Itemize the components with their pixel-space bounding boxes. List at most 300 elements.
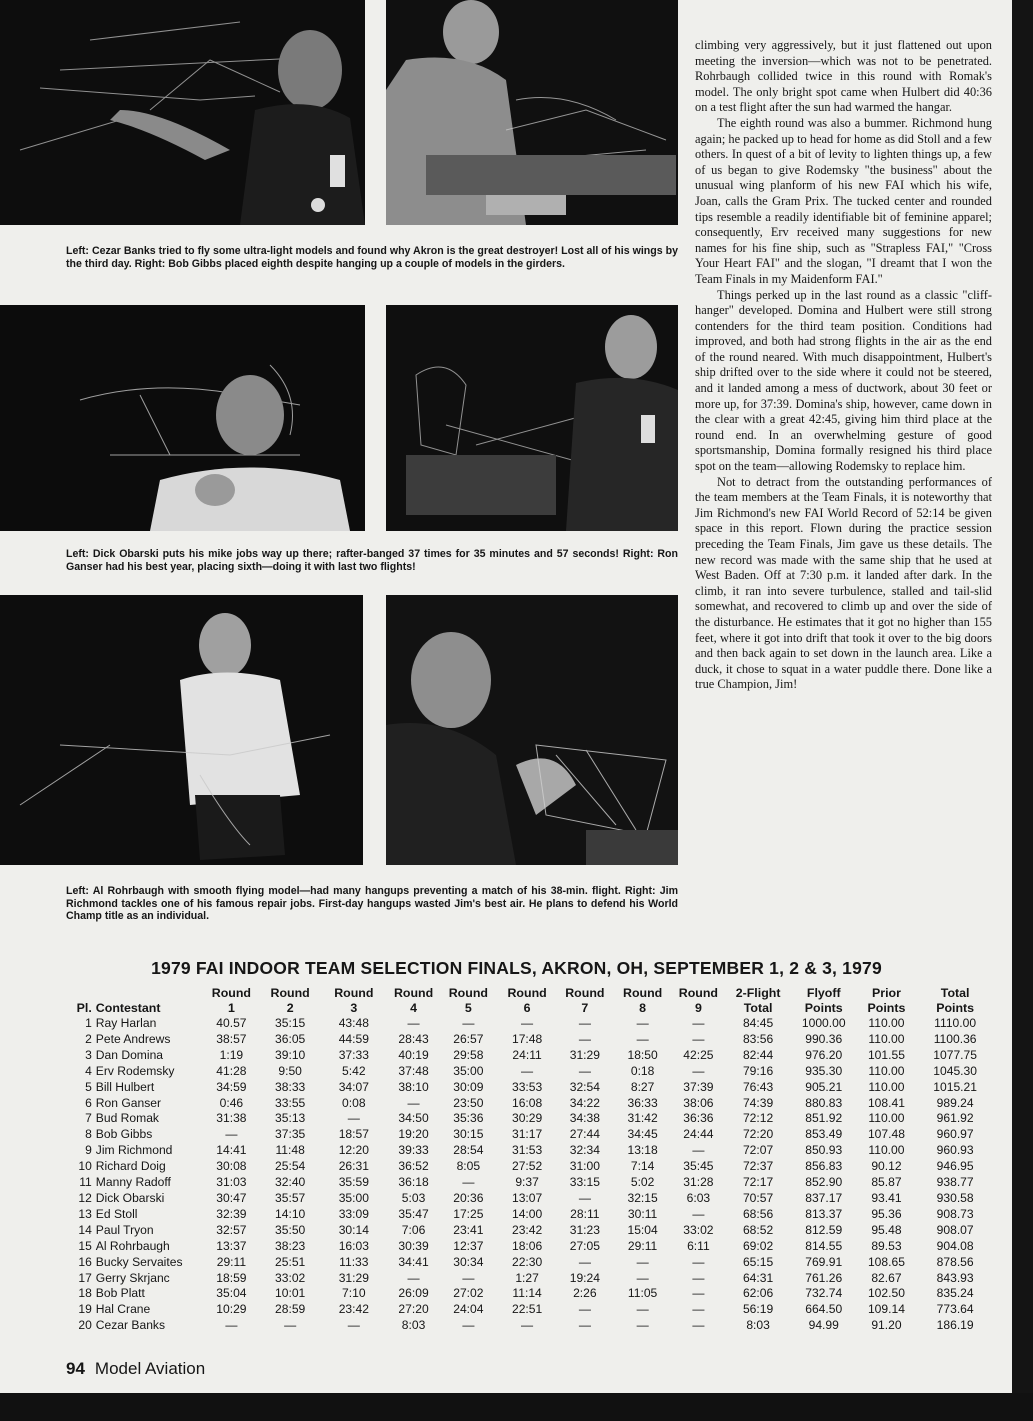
placing-cell: 17 — [78, 1270, 92, 1285]
score-cell: 27:44 — [569, 1127, 600, 1142]
contestant-cell: Dan Domina — [95, 1047, 164, 1062]
table-row — [62, 1159, 992, 1175]
score-cell: 31:29 — [569, 1047, 600, 1062]
photo-ron-ganser-illustration — [386, 305, 678, 531]
score-cell: 33:53 — [511, 1079, 543, 1094]
score-cell: 18:59 — [216, 1270, 247, 1285]
scan-edge-bottom — [0, 1393, 1033, 1421]
score-cell: 30:34 — [453, 1254, 484, 1269]
score-cell: 32:54 — [569, 1079, 600, 1094]
score-cell: — — [692, 1318, 705, 1333]
score-cell: 9:37 — [515, 1175, 539, 1190]
score-cell: 35:47 — [398, 1206, 429, 1221]
score-cell: 28:11 — [570, 1206, 600, 1221]
score-cell: 7:06 — [401, 1222, 426, 1237]
score-cell: 110.00 — [868, 1111, 905, 1126]
score-cell: 34:22 — [569, 1095, 600, 1110]
table-row — [62, 1223, 992, 1239]
placing-cell: 18 — [78, 1286, 92, 1301]
table-row — [62, 1191, 992, 1207]
score-cell: 37:35 — [275, 1127, 306, 1142]
score-cell: 13:07 — [511, 1190, 543, 1205]
score-cell: 32:34 — [569, 1143, 600, 1158]
score-cell: 32:39 — [216, 1206, 247, 1221]
score-cell: 36:18 — [398, 1175, 429, 1190]
score-cell: — — [636, 1302, 649, 1317]
score-cell: — — [521, 1318, 534, 1333]
score-cell: 31:03 — [216, 1175, 247, 1190]
placing-cell: 19 — [78, 1302, 92, 1317]
score-cell: 843.93 — [936, 1270, 974, 1285]
score-cell: 30:14 — [338, 1222, 369, 1237]
score-cell: 30:39 — [398, 1238, 429, 1253]
score-cell: 938.77 — [936, 1175, 974, 1190]
score-cell: — — [225, 1127, 238, 1142]
column-header — [62, 986, 96, 1016]
score-cell: 38:06 — [683, 1095, 714, 1110]
score-cell: 8:03 — [746, 1318, 770, 1333]
score-cell: 23:42 — [338, 1302, 369, 1317]
score-cell: 856.83 — [805, 1159, 843, 1174]
score-cell: 8:03 — [401, 1318, 426, 1333]
score-cell: 36:36 — [683, 1111, 714, 1126]
score-cell: — — [692, 1063, 705, 1078]
score-cell: 23:41 — [453, 1222, 484, 1237]
score-cell: 960.93 — [936, 1143, 974, 1158]
score-cell: 101.55 — [867, 1047, 905, 1062]
score-cell: 33:55 — [275, 1095, 306, 1110]
score-cell: 0:08 — [342, 1095, 366, 1110]
score-cell: 20:36 — [453, 1190, 484, 1205]
score-cell: 878.56 — [936, 1254, 974, 1269]
score-cell: 33:09 — [338, 1206, 369, 1221]
score-cell: 35:45 — [683, 1159, 714, 1174]
score-cell: 33:02 — [275, 1270, 306, 1285]
score-cell: 84:45 — [742, 1016, 774, 1030]
score-cell: — — [347, 1318, 360, 1333]
placing-cell: 11 — [79, 1175, 92, 1190]
score-cell: — — [225, 1318, 238, 1333]
score-cell: 24:11 — [512, 1047, 542, 1062]
score-cell: 8:05 — [456, 1159, 481, 1174]
score-cell: 38:33 — [275, 1079, 306, 1094]
score-cell: 85.87 — [871, 1175, 902, 1190]
score-cell: 18:50 — [627, 1047, 658, 1062]
score-cell: 0:18 — [630, 1063, 655, 1078]
score-cell: 94.99 — [808, 1318, 839, 1333]
photo-al-rohrbaugh — [0, 595, 363, 865]
score-cell: 107.48 — [867, 1127, 905, 1142]
score-cell: — — [462, 1270, 475, 1285]
table-row — [62, 1064, 992, 1080]
score-cell: 33:02 — [683, 1222, 714, 1237]
scan-edge-right — [1012, 0, 1033, 1421]
contestant-cell: Pete Andrews — [95, 1031, 171, 1046]
score-cell: — — [462, 1175, 475, 1190]
score-cell: 14:41 — [216, 1143, 247, 1158]
score-cell: 72:07 — [742, 1143, 774, 1158]
score-cell: 8:27 — [630, 1079, 655, 1094]
score-cell: — — [692, 1016, 705, 1030]
score-cell: 12:37 — [453, 1238, 484, 1253]
score-cell: 26:09 — [398, 1286, 429, 1301]
article-text — [695, 38, 992, 693]
score-cell: 5:02 — [630, 1175, 655, 1190]
placing-cell: 14 — [78, 1222, 92, 1237]
score-cell: 56:19 — [742, 1302, 774, 1317]
score-cell: 990.36 — [805, 1031, 843, 1046]
placing-cell: 1 — [85, 1016, 92, 1030]
score-cell: — — [462, 1016, 475, 1030]
column-header-line2: Points — [867, 1001, 906, 1015]
score-cell: 82.67 — [871, 1270, 902, 1285]
score-cell: — — [692, 1031, 705, 1046]
score-cell: 664.50 — [805, 1302, 843, 1317]
photo-ron-ganser — [386, 305, 678, 531]
photo-bob-gibbs — [386, 0, 678, 225]
score-cell: 41:28 — [216, 1063, 247, 1078]
score-cell: 29:11 — [216, 1254, 247, 1269]
score-cell: 905.21 — [805, 1079, 843, 1094]
column-header-line1: Pl. — [76, 1001, 92, 1015]
results-body — [62, 1016, 992, 1334]
score-cell: 40:19 — [398, 1047, 429, 1062]
contestant-cell: Cezar Banks — [95, 1318, 166, 1333]
score-cell: 35:00 — [453, 1063, 484, 1078]
results-table — [62, 986, 992, 1334]
score-cell: 960.97 — [936, 1127, 974, 1142]
column-header-line1: 2-Flight — [735, 986, 781, 1000]
score-cell: 102.50 — [867, 1286, 905, 1301]
score-cell: 32:15 — [627, 1190, 658, 1205]
contestant-cell: Gerry Skrjanc — [95, 1270, 170, 1285]
score-cell: 13:37 — [216, 1238, 247, 1253]
score-cell: 976.20 — [805, 1047, 843, 1062]
score-cell: 91.20 — [871, 1318, 902, 1333]
score-cell: 26:57 — [453, 1031, 484, 1046]
score-cell: — — [692, 1206, 705, 1221]
score-cell: 12:20 — [338, 1143, 369, 1158]
score-cell: 37:33 — [338, 1047, 369, 1062]
score-cell: 1:27 — [515, 1270, 539, 1285]
column-header-line1: Round — [507, 986, 547, 1000]
score-cell: 5:03 — [401, 1190, 426, 1205]
score-cell: 28:54 — [453, 1143, 484, 1158]
score-cell: 835.24 — [936, 1286, 974, 1301]
score-cell: 30:11 — [627, 1206, 658, 1221]
contestant-cell: Bucky Servaites — [95, 1254, 183, 1269]
score-cell: 989.24 — [936, 1095, 974, 1110]
score-cell: 11:14 — [512, 1286, 542, 1301]
score-cell: — — [578, 1031, 591, 1046]
contestant-cell: Paul Tryon — [95, 1222, 154, 1237]
score-cell: 69:02 — [742, 1238, 774, 1253]
score-cell: 1000.00 — [801, 1016, 846, 1030]
score-cell: 930.58 — [936, 1190, 974, 1205]
score-cell: 32:40 — [275, 1175, 306, 1190]
score-cell: — — [284, 1318, 297, 1333]
score-cell: 1045.30 — [933, 1063, 977, 1078]
table-row — [62, 1032, 992, 1048]
score-cell: — — [521, 1016, 534, 1030]
column-header-line1: Round — [393, 986, 434, 1000]
placing-cell: 20 — [78, 1318, 92, 1333]
score-cell: 1110.00 — [934, 1016, 977, 1030]
score-cell: — — [578, 1302, 591, 1317]
score-cell: 935.30 — [805, 1063, 843, 1078]
score-cell: 15:04 — [627, 1222, 658, 1237]
score-cell: 79:16 — [742, 1063, 774, 1078]
contestant-cell: Manny Radoff — [95, 1175, 171, 1190]
column-header-line1: Flyoff — [806, 986, 841, 1000]
score-cell: 34:50 — [398, 1111, 429, 1126]
score-cell: 0:46 — [219, 1095, 244, 1110]
column-header — [558, 986, 612, 1016]
table-row — [62, 1127, 992, 1143]
score-cell: 33:15 — [569, 1175, 600, 1190]
column-header-line1: Prior — [871, 986, 901, 1000]
column-header-line2: Points — [936, 1001, 975, 1015]
article-paragraph: climbing very aggressively, but it just flattened out upon meeting the inversion—which was not to be penetrated. Rohrbaugh collided twice in this round with Romak's model. The only bright spot came when Hulbert did 40:36 on a test flight after the sun had warmed the hangar. — [695, 38, 992, 115]
column-header — [387, 986, 441, 1016]
score-cell: 17:25 — [453, 1206, 484, 1221]
score-cell: 32:57 — [216, 1222, 247, 1237]
score-cell: 961.92 — [936, 1111, 974, 1126]
column-header — [259, 986, 321, 1016]
score-cell: 11:05 — [627, 1286, 658, 1301]
column-header — [612, 986, 674, 1016]
table-row — [62, 1175, 992, 1191]
score-cell: 19:20 — [398, 1127, 429, 1142]
photo-bob-gibbs-illustration — [386, 0, 678, 225]
contestant-cell: Ron Ganser — [95, 1095, 162, 1110]
results-header-row — [62, 986, 992, 1016]
score-cell: — — [578, 1016, 591, 1030]
column-header-line1: Round — [678, 986, 719, 1000]
score-cell: 31:00 — [569, 1159, 600, 1174]
score-cell: 9:50 — [278, 1063, 302, 1078]
score-cell: 25:51 — [275, 1254, 306, 1269]
score-cell: 908.73 — [936, 1206, 974, 1221]
placing-cell: 13 — [78, 1206, 92, 1221]
score-cell: — — [692, 1143, 705, 1158]
photo-cezar-banks-illustration — [0, 0, 365, 225]
column-header-line2: 5 — [464, 1001, 472, 1015]
score-cell: 813.37 — [805, 1206, 843, 1221]
score-cell: 44:59 — [338, 1031, 369, 1046]
column-header-line2: 8 — [639, 1001, 647, 1015]
column-header — [496, 986, 558, 1016]
score-cell: 6:11 — [687, 1238, 710, 1253]
placing-cell: 15 — [78, 1238, 92, 1253]
score-cell: 186.19 — [936, 1318, 974, 1333]
score-cell: 10:01 — [275, 1286, 306, 1301]
score-cell: 65:15 — [742, 1254, 774, 1269]
score-cell: — — [636, 1254, 649, 1269]
placing-cell: 8 — [85, 1127, 92, 1142]
score-cell: — — [407, 1270, 420, 1285]
column-header-line1: Round — [270, 986, 310, 1000]
score-cell: — — [407, 1095, 420, 1110]
column-header-line1: Total — [940, 986, 970, 1000]
article-paragraph: Things perked up in the last round as a classic "cliff-hanger" developed. Domina and Hulbert were still strong contenders for the third team position. Conditions had improved, and both had strong flights in the air as the end of the round neared. With much disappointment, Hulbert's ship drifted over to the side where it could not be steered, and it landed among a mess of ductwork, about 30 feet or more up, for 37:39. Domina's ship, however, came down in the clear with a great 42:45, giving him third place at the round end. In an overwhelming gesture of good sportsmanship, Domina formally resigned his third place spot on the team—allowing Rodemsky to replace him. — [695, 287, 992, 474]
score-cell: 31:23 — [569, 1222, 600, 1237]
score-cell: 1:19 — [219, 1047, 244, 1062]
score-cell: 34:38 — [569, 1111, 600, 1126]
column-header — [96, 986, 204, 1016]
score-cell: 22:51 — [511, 1302, 543, 1317]
placing-cell: 6 — [85, 1095, 92, 1110]
score-cell: 30:29 — [511, 1111, 543, 1126]
contestant-cell: Richard Doig — [95, 1159, 166, 1174]
score-cell: 34:59 — [216, 1079, 247, 1094]
score-cell: 24:04 — [453, 1302, 484, 1317]
score-cell: 68:52 — [742, 1222, 774, 1237]
score-cell: 40.57 — [216, 1016, 247, 1030]
score-cell: 853.49 — [805, 1127, 843, 1142]
column-header — [723, 986, 793, 1016]
score-cell: 29:58 — [453, 1047, 484, 1062]
score-cell: 95.36 — [871, 1206, 902, 1221]
contestant-cell: Bob Platt — [95, 1286, 145, 1301]
table-row — [62, 1143, 992, 1159]
score-cell: 110.00 — [868, 1143, 905, 1158]
score-cell: 38:10 — [398, 1079, 429, 1094]
score-cell: 37:39 — [683, 1079, 714, 1094]
score-cell: 31:28 — [683, 1175, 714, 1190]
score-cell: 26:31 — [338, 1159, 369, 1174]
contestant-cell: Bob Gibbs — [95, 1127, 153, 1142]
score-cell: 908.07 — [936, 1222, 974, 1237]
score-cell: 109.14 — [867, 1302, 905, 1317]
column-header — [793, 986, 855, 1016]
score-cell: 28:43 — [398, 1031, 429, 1046]
score-cell: 880.83 — [805, 1095, 843, 1110]
score-cell: 36:52 — [398, 1159, 429, 1174]
score-cell: 10:29 — [216, 1302, 247, 1317]
column-header-line2: 2 — [286, 1001, 294, 1015]
score-cell: 23:50 — [453, 1095, 484, 1110]
photo-jim-richmond — [386, 595, 678, 865]
table-row — [62, 1080, 992, 1096]
score-cell: 35:36 — [453, 1111, 484, 1126]
score-cell: 24:44 — [683, 1127, 714, 1142]
score-cell: 110.00 — [868, 1079, 905, 1094]
score-cell: 732.74 — [805, 1286, 843, 1301]
table-row — [62, 1271, 992, 1287]
score-cell: 769.91 — [805, 1254, 843, 1269]
column-header — [204, 986, 260, 1016]
column-header — [321, 986, 387, 1016]
score-cell: 23:42 — [511, 1222, 543, 1237]
score-cell: — — [636, 1016, 649, 1030]
score-cell: — — [462, 1318, 475, 1333]
placing-cell: 10 — [78, 1159, 92, 1174]
article-paragraph: The eighth round was also a bummer. Richmond hung again; he packed up to head for home as did Stoll and a few others. In quest of a bit of levity to lighten things up, a few of us began to give Rodemsky "the business" about the unusual wing planform of his new FAI which his wife, Joan, calls the Gram Prix. The tucked center and rounded tips resemble a readily identifiable bit of feminine apparel; consequently, Erv received many suggestions for new names for his fine ship, such as "Strapless FAI," "Cross Your Heart FAI" and the slogan, "I dreamt that I won the Team Finals in my Maidenform FAI." — [695, 115, 992, 286]
placing-cell: 3 — [85, 1047, 92, 1062]
score-cell: — — [347, 1111, 360, 1126]
score-cell: 90.12 — [871, 1159, 902, 1174]
column-header — [855, 986, 919, 1016]
score-cell: 72:12 — [742, 1111, 774, 1126]
placing-cell: 4 — [85, 1063, 92, 1078]
score-cell: 22:30 — [511, 1254, 543, 1269]
placing-cell: 2 — [85, 1031, 92, 1046]
column-header-line1: Round — [565, 986, 605, 1000]
score-cell: 72:37 — [742, 1159, 774, 1174]
score-cell: 110.00 — [868, 1016, 905, 1030]
score-cell: 30:47 — [216, 1190, 247, 1205]
score-cell: 27:52 — [511, 1159, 543, 1174]
score-cell: 110.00 — [868, 1031, 905, 1046]
column-header-line1: Round — [448, 986, 488, 1000]
score-cell: 761.26 — [805, 1270, 843, 1285]
table-row — [62, 1207, 992, 1223]
score-cell: 31:17 — [511, 1127, 543, 1142]
score-cell: 39:33 — [398, 1143, 429, 1158]
placing-cell: 12 — [78, 1190, 92, 1205]
table-row — [62, 1318, 992, 1334]
table-row — [62, 1016, 992, 1032]
contestant-cell: Bud Romak — [95, 1111, 159, 1126]
score-cell: 19:24 — [569, 1270, 600, 1285]
score-cell: 35:13 — [275, 1111, 306, 1126]
score-cell: 11:33 — [339, 1254, 369, 1269]
score-cell: 108.65 — [867, 1254, 905, 1269]
score-cell: 38:23 — [275, 1238, 306, 1253]
score-cell: 5:42 — [342, 1063, 366, 1078]
score-cell: 64:31 — [742, 1270, 774, 1285]
score-cell: 852.90 — [805, 1175, 843, 1190]
score-cell: 30:15 — [453, 1127, 484, 1142]
column-header-line2: 3 — [350, 1001, 358, 1015]
score-cell: 36:33 — [627, 1095, 658, 1110]
score-cell: 27:05 — [569, 1238, 600, 1253]
table-row — [62, 1048, 992, 1064]
column-header-line1: Round — [623, 986, 663, 1000]
score-cell: 27:20 — [398, 1302, 429, 1317]
score-cell: 89.53 — [871, 1238, 902, 1253]
page-footer — [66, 1359, 205, 1379]
column-header-line1: Contestant — [95, 1001, 161, 1015]
score-cell: 14:10 — [275, 1206, 306, 1221]
caption-top: Left: Cezar Banks tried to fly some ultra-light models and found why Akron is the great destroyer! Lost all of his wings by the third day. Right: Bob Gibbs placed eighth despite hanging up a couple of models in the girders. — [66, 245, 678, 270]
score-cell: — — [578, 1190, 591, 1205]
table-row — [62, 1239, 992, 1255]
score-cell: 814.55 — [805, 1238, 843, 1253]
score-cell: 39:10 — [275, 1047, 306, 1062]
contestant-cell: Bill Hulbert — [95, 1079, 155, 1094]
column-header-line2: Total — [743, 1001, 773, 1015]
table-row — [62, 1111, 992, 1127]
score-cell: 72:17 — [742, 1175, 774, 1190]
contestant-cell: Ray Harlan — [95, 1016, 157, 1030]
score-cell: — — [692, 1286, 705, 1301]
score-cell: — — [407, 1016, 420, 1030]
score-cell: 29:11 — [627, 1238, 658, 1253]
column-header-line2: 7 — [581, 1001, 589, 1015]
score-cell: 850.93 — [805, 1143, 843, 1158]
contestant-cell: Hal Crane — [95, 1302, 151, 1317]
score-cell: 37:48 — [398, 1063, 429, 1078]
score-cell: 110.00 — [868, 1063, 905, 1078]
score-cell: 1077.75 — [933, 1047, 977, 1062]
placing-cell: 7 — [85, 1111, 92, 1126]
score-cell: 6:03 — [686, 1190, 711, 1205]
score-cell: 62:06 — [742, 1286, 774, 1301]
score-cell: 35:00 — [338, 1190, 369, 1205]
column-header-line2: 4 — [410, 1001, 418, 1015]
